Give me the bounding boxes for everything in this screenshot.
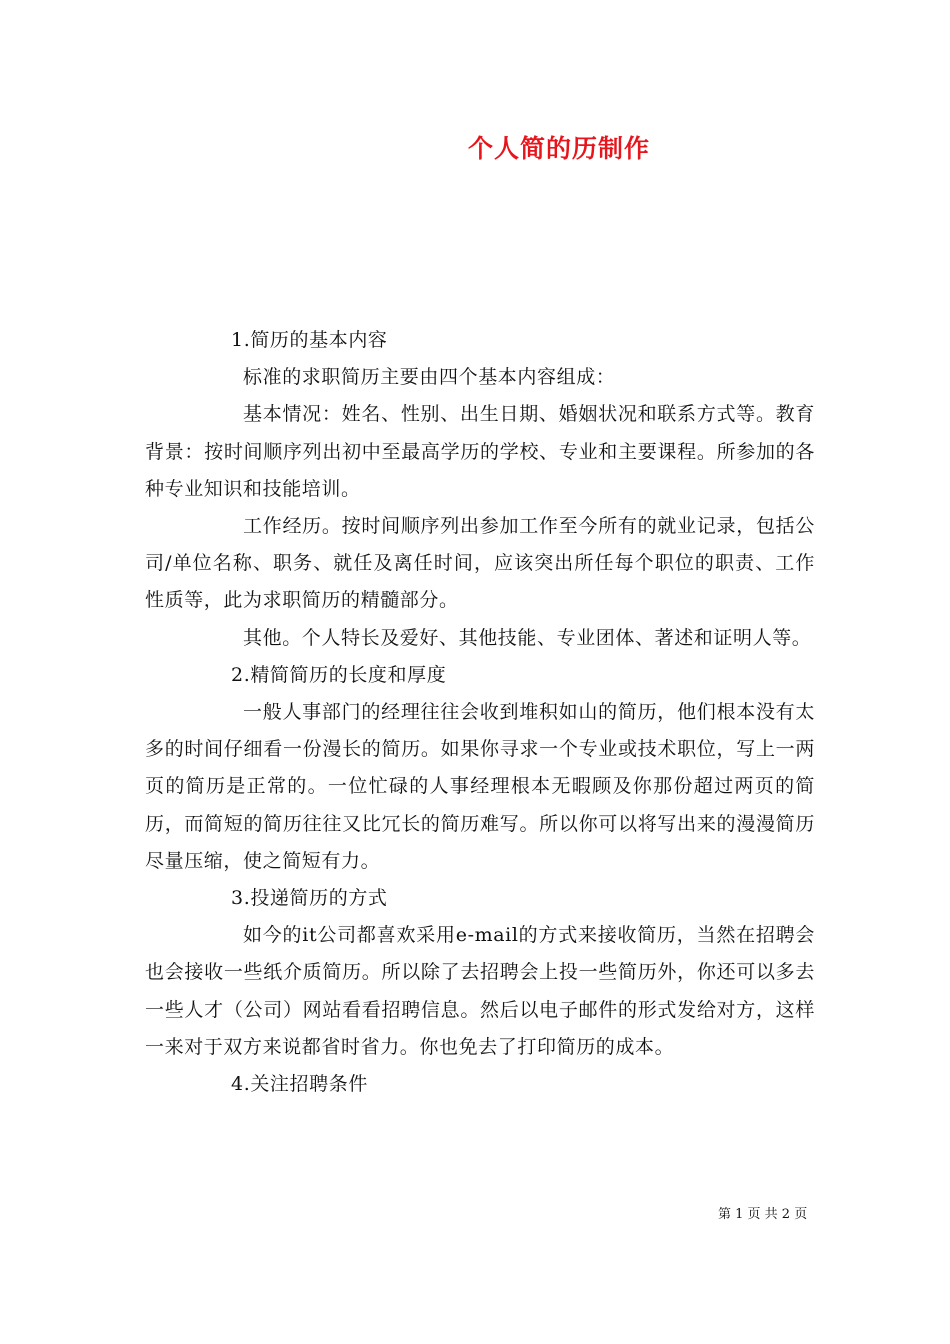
paragraph-basic-info: 基本情况：姓名、性别、出生日期、婚姻状况和联系方式等。教育背景：按时间顺序列出初中至最高学历的学校、专业和主要课程。所参加的各种专业知识和技能培训。 xyxy=(145,403,815,500)
paragraph-length: 一般人事部门的经理往往会收到堆积如山的简历，他们根本没有太多的时间仔细看一份漫长的简历。如果你寻求一个专业或技术职位，写上一两页的简历是正常的。一位忙碌的人事经理根本无暇顾及你那份超过两页的简历，而简短的简历往往又比冗长的简历难写。所以你可以将写出来的漫漫简历尽量压缩，使之简短有力。 xyxy=(145,701,815,872)
section-heading-4: 4.关注招聘条件 xyxy=(231,1073,368,1096)
paragraph-delivery: 如今的it公司都喜欢采用e-mail的方式来接收简历，当然在招聘会也会接收一些纸介质简历。所以除了去招聘会上投一些简历外，你还可以多去一些人才（公司）网站看看招聘信息。然后以电子邮件的形式发给对方，这样一来对于双方来说都省时省力。你也免去了打印简历的成本。 xyxy=(145,924,815,1058)
section-heading-3: 3.投递简历的方式 xyxy=(231,887,388,910)
paragraph-work-experience: 工作经历。按时间顺序列出参加工作至今所有的就业记录，包括公司/单位名称、职务、就任及离任时间，应该突出所任每个职位的职责、工作性质等，此为求职简历的精髓部分。 xyxy=(145,515,815,612)
document-body xyxy=(145,322,815,1103)
section-heading-2: 2.精简简历的长度和厚度 xyxy=(231,663,447,686)
section-heading-1: 1.简历的基本内容 xyxy=(231,329,388,351)
document-title: 个人简的历制作 xyxy=(467,134,650,163)
page-footer: 第 1 页 共 2 页 xyxy=(718,1207,808,1222)
paragraph-intro: 标准的求职简历主要由四个基本内容组成： xyxy=(243,366,616,389)
paragraph-other: 其他。个人特长及爱好、其他技能、专业团体、著述和证明人等。 xyxy=(243,626,812,649)
